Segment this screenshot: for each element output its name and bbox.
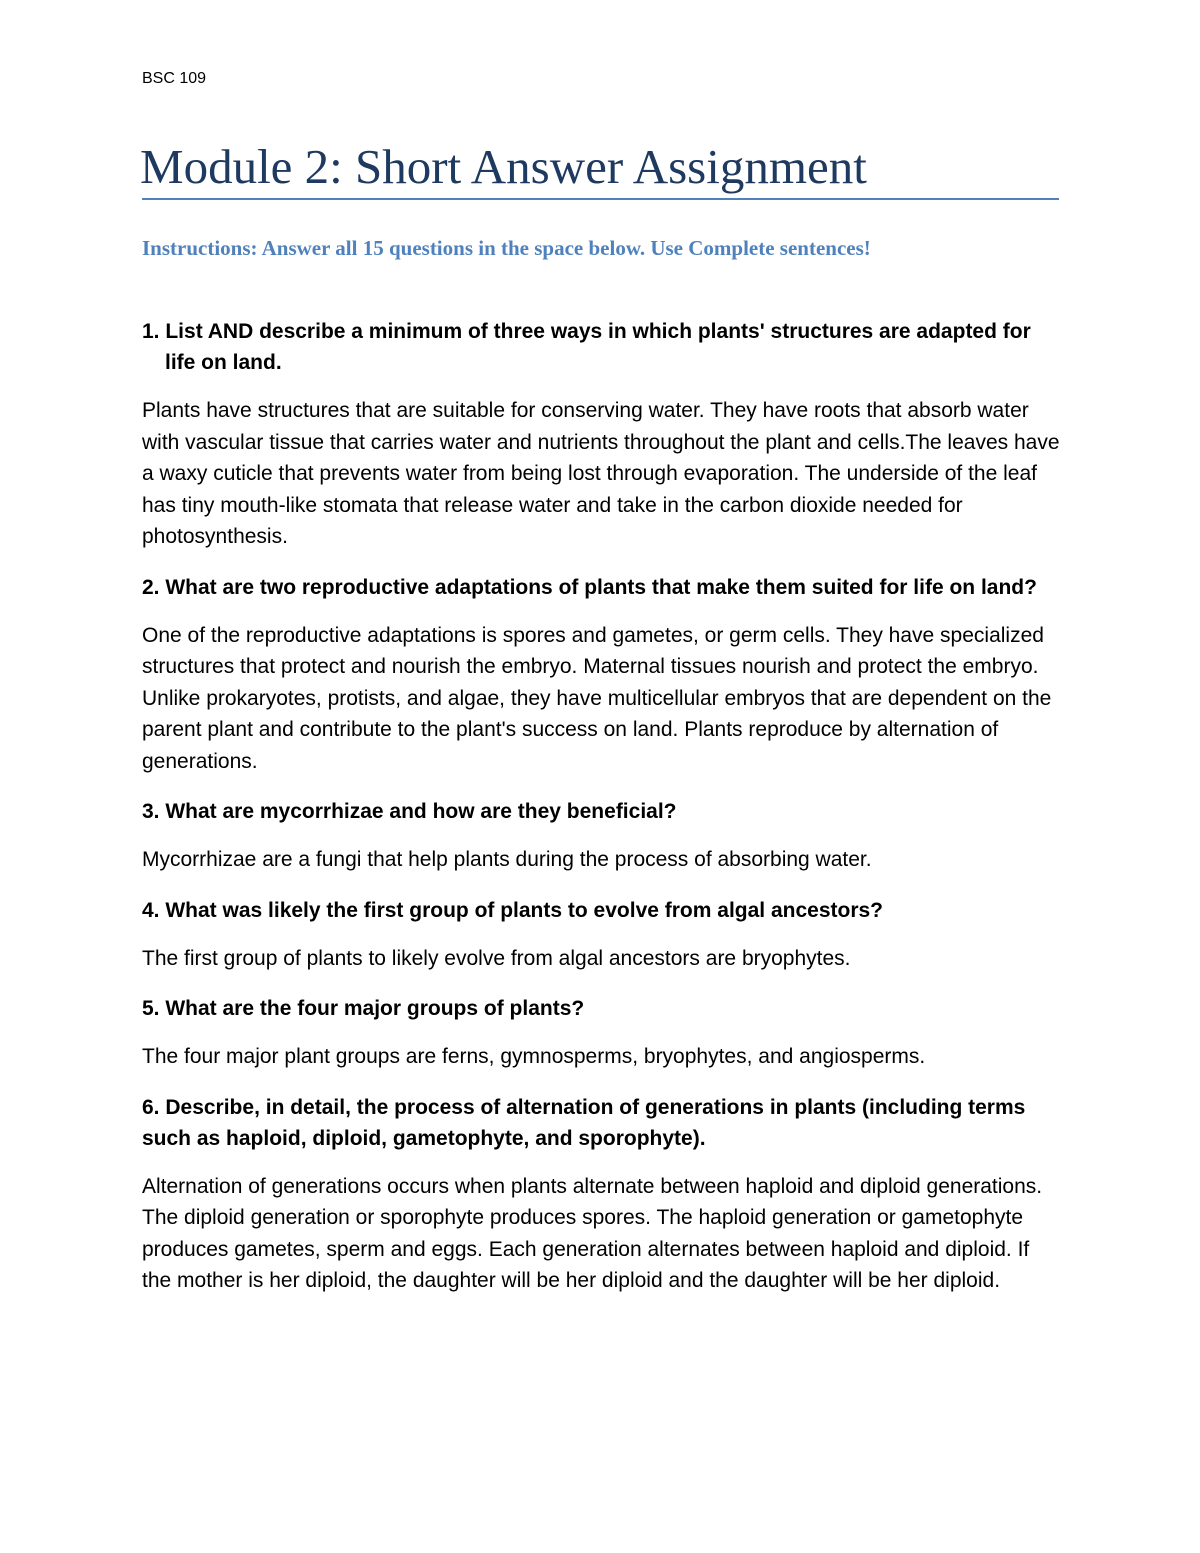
question-3: 3. What are mycorrhizae and how are they beneficial? <box>142 800 677 823</box>
title-underline <box>142 198 1059 200</box>
answer-3: Mycorrhizae are a fungi that help plants during the process of absorbing water. <box>142 848 872 871</box>
answer-5: The four major plant groups are ferns, gymnosperms, bryophytes, and angiosperms. <box>142 1045 926 1068</box>
question-1: 1. List AND describe a minimum of three ways in which plants' structures are adapted for life on land. <box>142 320 1031 374</box>
question-list <box>142 316 1062 1297</box>
answer-4: The first group of plants to likely evolve from algal ancestors are bryophytes. <box>142 946 851 970</box>
question-2: 2. What are two reproductive adaptations of plants that make them suited for life on land? <box>142 575 1037 599</box>
answer-1: Plants have structures that are suitable for conserving water. They have roots that absorb water with vascular tissue that carries water and nutrients throughout the plant and cells.The leaves have a waxy cuticle that prevents water from being lost through evaporation. The underside of the leaf has tiny mouth-like stomata that release water and take in the carbon dioxide needed for photosynthesis. <box>142 399 1060 548</box>
page-title: Module 2: Short Answer Assignment <box>140 139 867 194</box>
answer-6: Alternation of generations occurs when plants alternate between haploid and diploid generations. The diploid generation or sporophyte produces spores. The haploid generation or gametophyte produces gametes, sperm and eggs. Each generation alternates between haploid and diploid. If the mother is her diploid, the daughter will be her diploid and the daughter will be her diploid. <box>142 1174 1043 1292</box>
question-5: 5. What are the four major groups of plants? <box>142 997 585 1020</box>
answer-2: One of the reproductive adaptations is spores and gametes, or germ cells. They have specialized structures that protect and nourish the embryo. Maternal tissues nourish and protect the embryo. Unlike prokaryotes, protists, and algae, they have multicellular embryos that are dependent on the parent plant and contribute to the plant's success on land. Plants reproduce by alternation of generations. <box>142 623 1052 773</box>
question-4: 4. What was likely the first group of plants to evolve from algal ancestors? <box>142 898 883 922</box>
instructions-text: Instructions: Answer all 15 questions in the space below. Use Complete sentences! <box>142 236 871 260</box>
question-6: 6. Describe, in detail, the process of alternation of generations in plants (including terms such as haploid, diploid, gametophyte, and sporophyte). <box>142 1095 1026 1150</box>
course-code-header: BSC 109 <box>142 70 207 87</box>
